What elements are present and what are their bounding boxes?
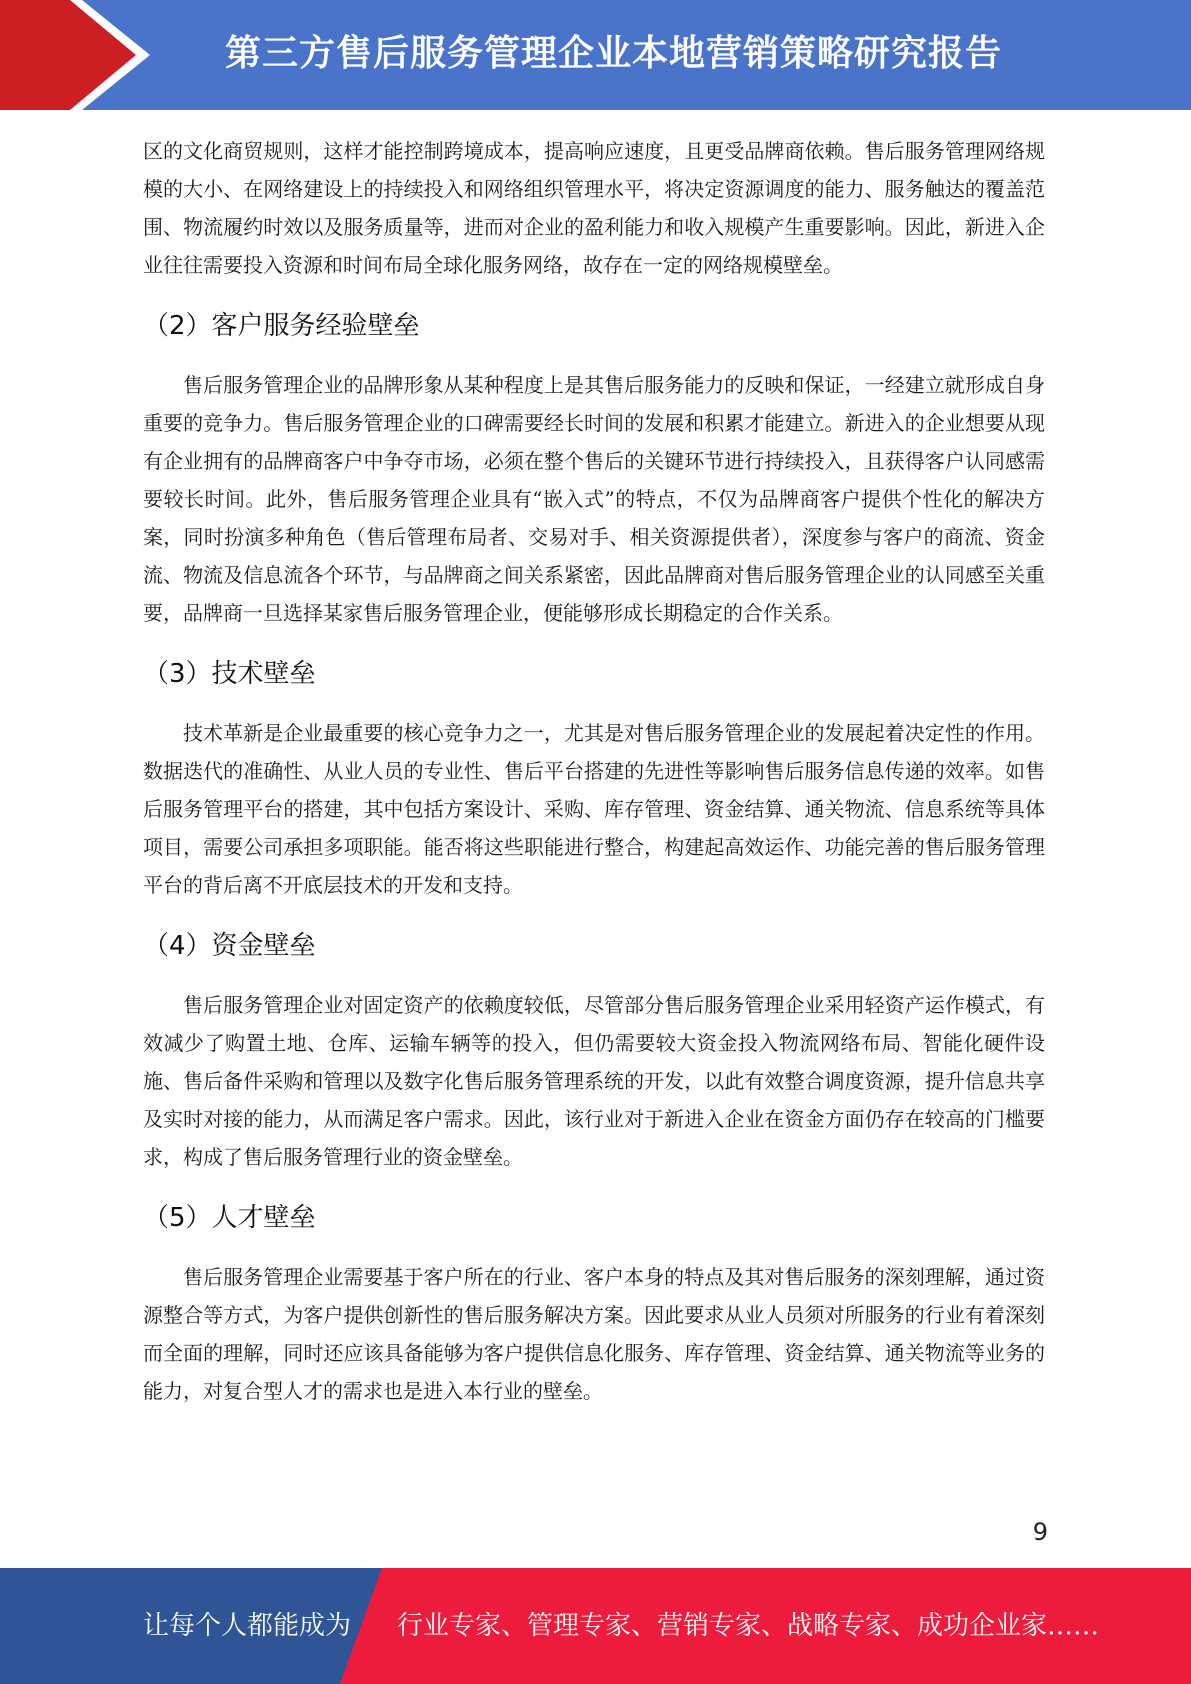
page-header bbox=[0, 0, 1191, 110]
paragraph-talent-barrier: 售后服务管理企业需要基于客户所在的行业、客户本身的特点及其对售后服务的深刻理解，通过资源整合等方式，为客户提供创新性的售后服务解决方案。因此要求从业人员须对所服务的行业有着深刻而全面的理解，同时还应该具备能够为客户提供信息化服务、库存管理、资金结算、通关物流等业务的能力，对复合型人才的需求也是进入本行业的壁垒。 bbox=[143, 1265, 1045, 1403]
header-red-chevron bbox=[0, 0, 150, 110]
heading-technology-barrier: （3）技术壁垒 bbox=[143, 659, 316, 689]
paragraph-customer-service-barrier: 售后服务管理企业的品牌形象从某种程度上是其售后服务能力的反映和保证，一经建立就形成自身重要的竞争力。售后服务管理企业的口碑需要经长时间的发展和积累才能建立。新进入的企业想要从现有企业拥有的品牌商客户中争夺市场，必须在整个售后的关键环节进行持续投入，且获得客户认同感需要较长时间。此外，售后服务管理企业具有“嵌入式”的特点，不仅为品牌商客户提供个性化的解决方案，同时扮演多种角色（售后管理布局者、交易对手、相关资源提供者），深度参与客户的商流、资金流、物流及信息流各个环节，与品牌商之间关系紧密，因此品牌商对售后服务管理企业的认同感至关重要，品牌商一旦选择某家售后服务管理企业，便能够形成长期稳定的合作关系。 bbox=[143, 373, 1045, 625]
paragraph-capital-barrier: 售后服务管理企业对固定资产的依赖度较低，尽管部分售后服务管理企业采用轻资产运作模式，有效减少了购置土地、仓库、运输车辆等的投入，但仍需要较大资金投入物流网络布局、智能化硬件设施、售后备件采购和管理以及数字化售后服务管理系统的开发，以此有效整合调度资源，提升信息共享及实时对接的能力，从而满足客户需求。因此，该行业对于新进入企业在资金方面仍存在较高的门槛要求，构成了售后服务管理行业的资金壁垒。 bbox=[143, 993, 1045, 1169]
document-body bbox=[143, 132, 1045, 1410]
page-number: 9 bbox=[1032, 1518, 1048, 1546]
paragraph-technology-barrier: 技术革新是企业最重要的核心竞争力之一，尤其是对售后服务管理企业的发展起着决定性的作用。数据迭代的准确性、从业人员的专业性、售后平台搭建的先进性等影响售后服务信息传递的效率。如售后服务管理平台的搭建，其中包括方案设计、采购、库存管理、资金结算、通关物流、信息系统等具体项目，需要公司承担多项职能。能否将这些职能进行整合，构建起高效运作、功能完善的售后服务管理平台的背后离不开底层技术的开发和支持。 bbox=[143, 721, 1045, 897]
heading-customer-service-barrier: （2）客户服务经验壁垒 bbox=[143, 311, 420, 341]
heading-capital-barrier: （4）资金壁垒 bbox=[143, 931, 316, 961]
footer-slogan-right: 行业专家、管理专家、营销专家、战略专家、成功企业家…… bbox=[397, 1611, 1100, 1641]
report-title: 第三方售后服务管理企业本地营销策略研究报告 bbox=[225, 33, 1003, 74]
footer-slogan-left: 让每个人都能成为 bbox=[143, 1611, 352, 1641]
page-footer bbox=[0, 1568, 1191, 1684]
heading-talent-barrier: （5）人才壁垒 bbox=[143, 1203, 316, 1233]
paragraph-network-barrier: 区的文化商贸规则，这样才能控制跨境成本，提高响应速度，且更受品牌商依赖。售后服务管理网络规模的大小、在网络建设上的持续投入和网络组织管理水平，将决定资源调度的能力、服务触达的覆盖范围、物流履约时效以及服务质量等，进而对企业的盈利能力和收入规模产生重要影响。因此，新进入企业往往需要投入资源和时间布局全球化服务网络，故存在一定的网络规模壁垒。 bbox=[143, 139, 1045, 277]
